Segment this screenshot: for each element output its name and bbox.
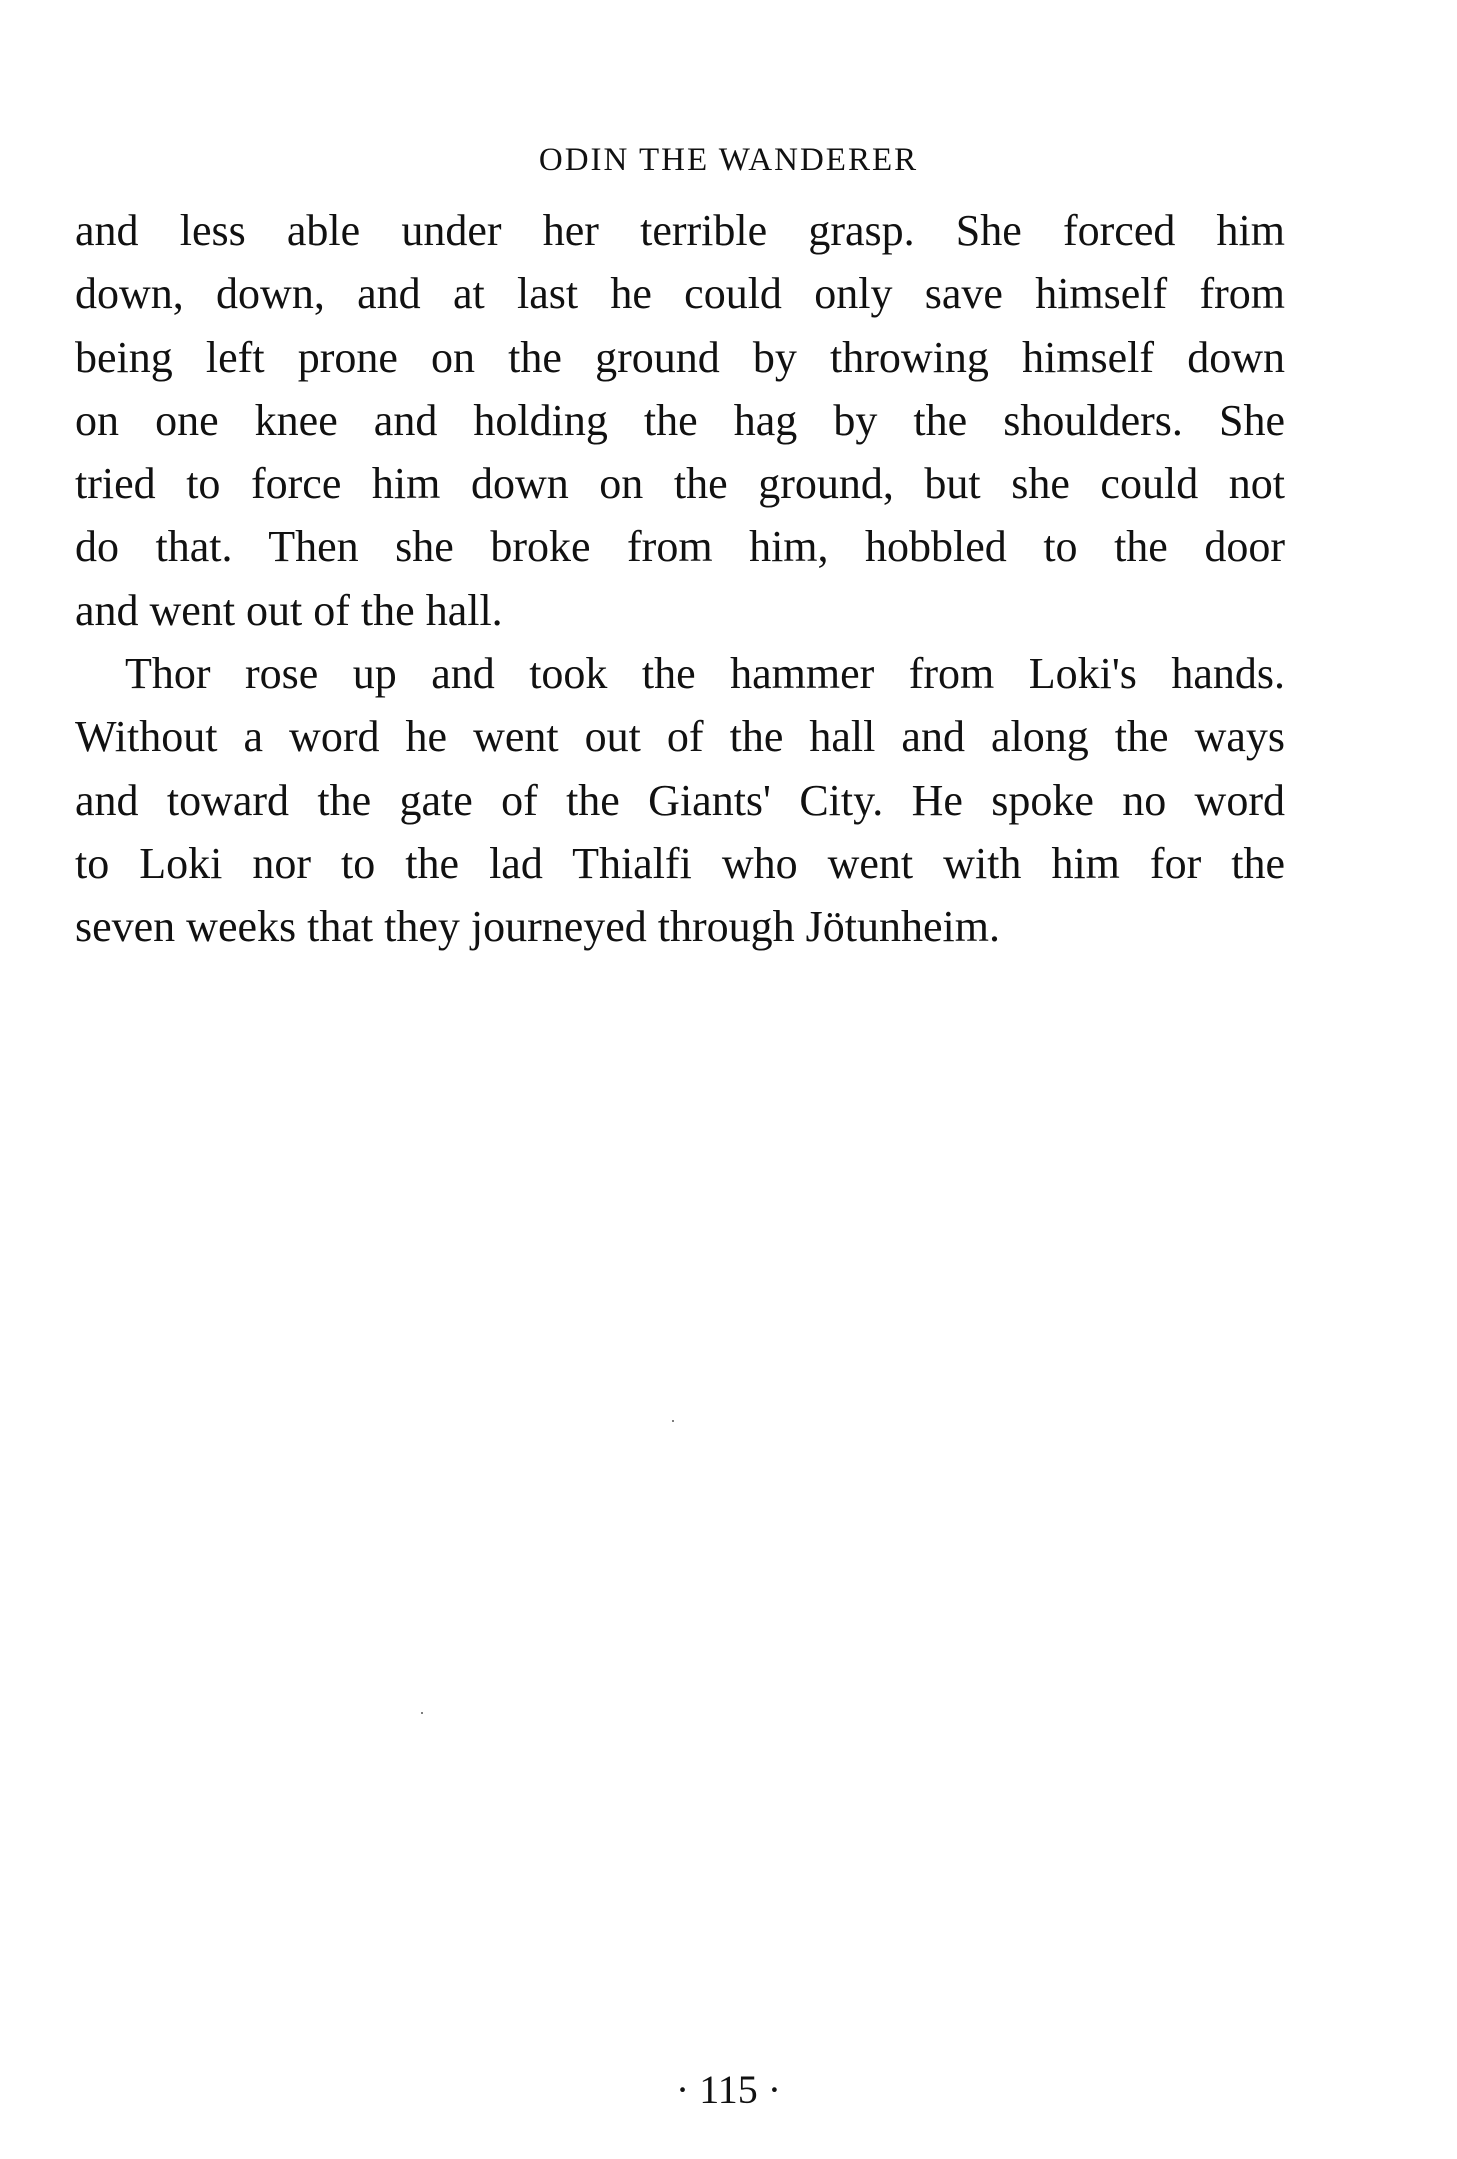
running-head: ODIN THE WANDERER [538, 142, 919, 178]
text-line: and toward the gate of the Giants' City. He spoke no word [75, 775, 1285, 825]
text-line: seven weeks that they journeyed through Jötunheim. [75, 902, 1001, 952]
text-line: do that. Then she broke from him, hobbled to the door [75, 522, 1285, 572]
text-line: and less able under her terrible grasp. She forced him [75, 206, 1285, 255]
paragraph-2 [75, 642, 1285, 958]
paper-speck [421, 1712, 423, 1714]
text-line: tried to force him down on the ground, but she could not [75, 459, 1285, 509]
text-line: and went out of the hall. [75, 585, 503, 635]
text-line: to Loki nor to the lad Thialfi who went with him for the [75, 838, 1285, 888]
text-line: Thor rose up and took the hammer from Loki's hands. [125, 649, 1285, 699]
text-line: on one knee and holding the hag by the shoulders. She [75, 395, 1285, 445]
text-line: Without a word he went out of the hall and along the ways [75, 712, 1285, 762]
paragraph-1 [75, 199, 1285, 642]
body-text [75, 199, 1285, 959]
text-line: down, down, and at last he could only save himself from [75, 269, 1285, 319]
text-line: being left prone on the ground by throwing himself down [75, 332, 1285, 382]
page-number: · 115 · [675, 2067, 782, 2112]
paper-speck [672, 1420, 674, 1422]
